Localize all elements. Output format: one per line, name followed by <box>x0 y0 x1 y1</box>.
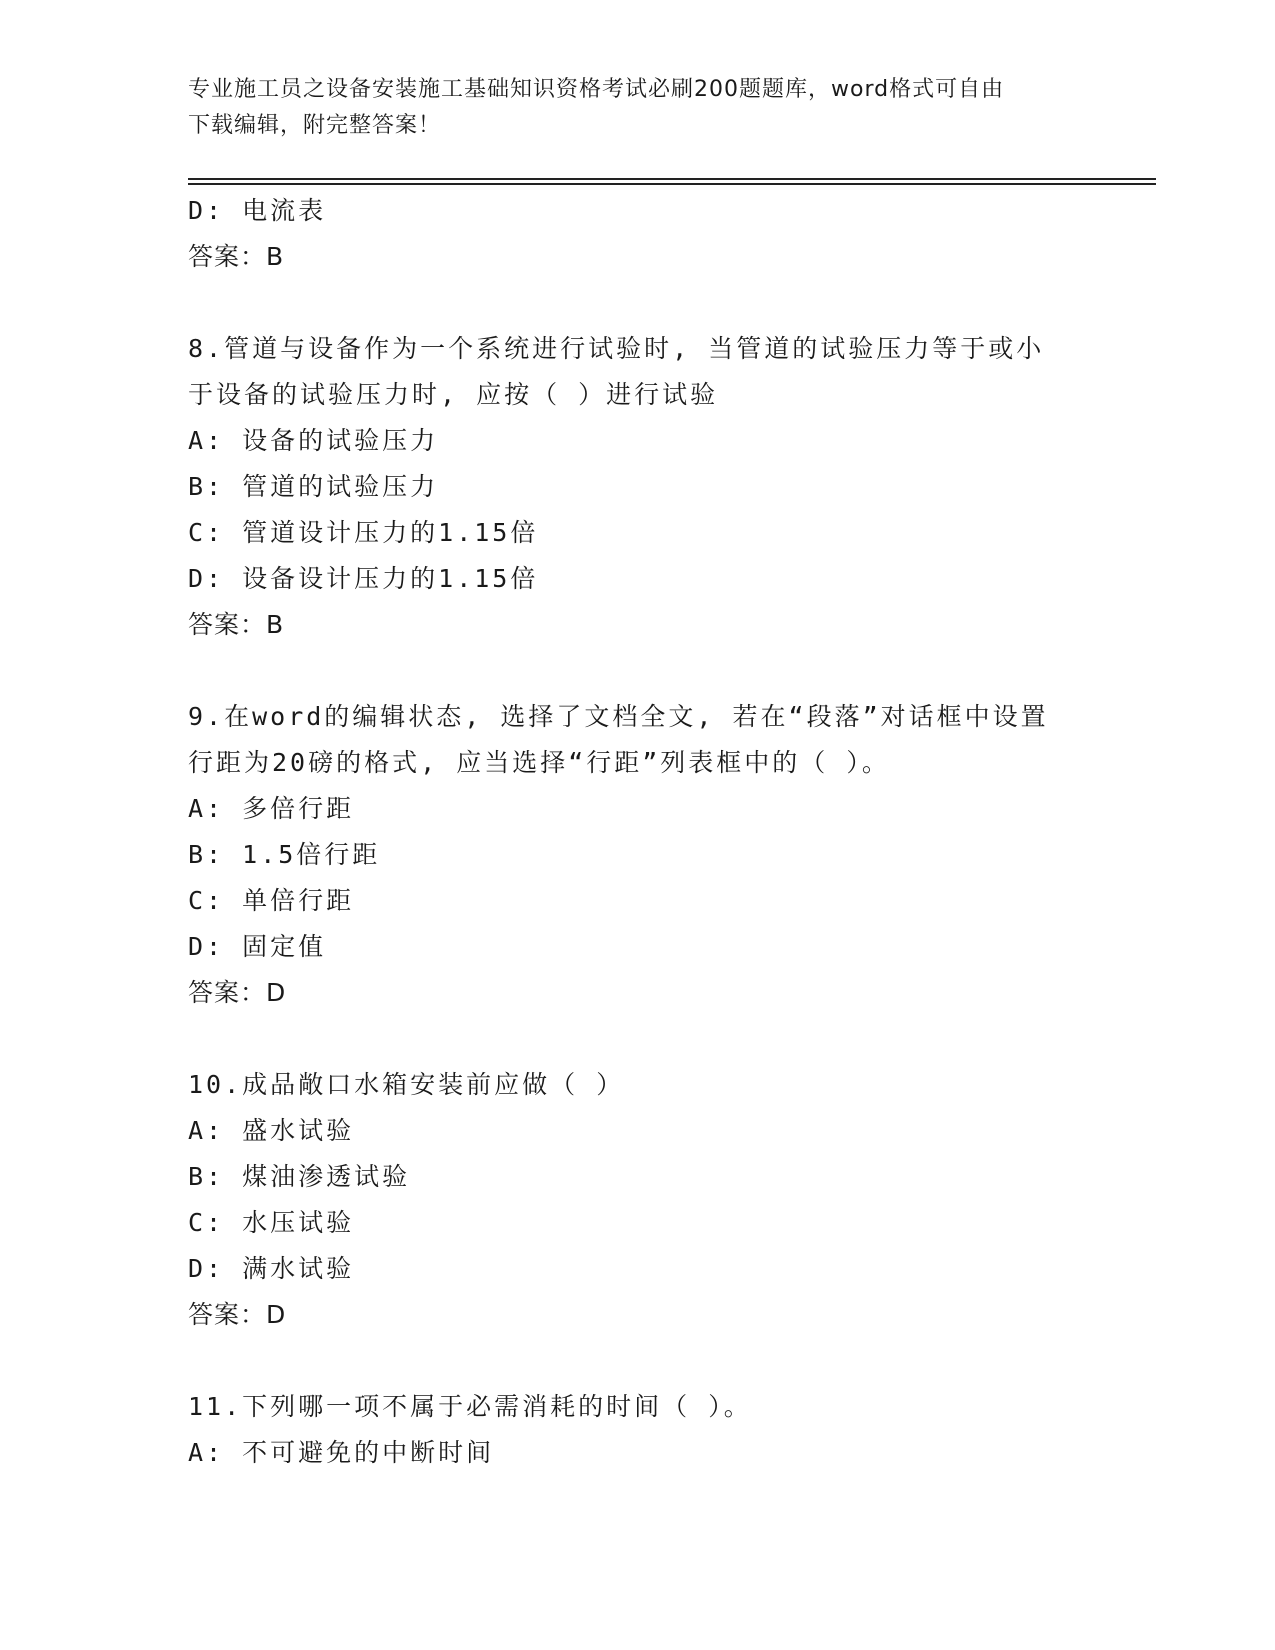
question-10 <box>188 1062 1156 1338</box>
spacer <box>188 1338 1156 1384</box>
option-b: B: 管道的试验压力 <box>188 472 439 501</box>
question-stem: 行距为20磅的格式, 应当选择“行距”列表框中的（ ）。 <box>188 748 890 777</box>
question-8 <box>188 326 1156 648</box>
spacer <box>188 280 1156 326</box>
spacer <box>188 648 1156 694</box>
question-stem: 8.管道与设备作为一个系统进行试验时, 当管道的试验压力等于或小 <box>188 334 1045 363</box>
option-a: A: 多倍行距 <box>188 794 355 823</box>
question-11 <box>188 1384 1156 1476</box>
option-a: A: 不可避免的中断时间 <box>188 1438 495 1467</box>
question-stem: 于设备的试验压力时, 应按（ ）进行试验 <box>188 380 719 409</box>
answer-line: 答案：D <box>188 978 287 1007</box>
option-a: A: 设备的试验压力 <box>188 426 439 455</box>
option-b: B: 1.5倍行距 <box>188 840 381 869</box>
answer-line: 答案：B <box>188 242 285 271</box>
option-d: D: 固定值 <box>188 932 327 961</box>
question-9 <box>188 694 1156 1016</box>
answer-line: 答案：B <box>188 610 285 639</box>
question-stem: 10.成品敞口水箱安装前应做（ ） <box>188 1070 625 1099</box>
spacer <box>188 1016 1156 1062</box>
header-line-2: 下载编辑，附完整答案！ <box>188 113 442 138</box>
option-d: D: 满水试验 <box>188 1254 355 1283</box>
option-b: B: 煤油渗透试验 <box>188 1162 411 1191</box>
document-body <box>188 188 1156 1476</box>
header-rule-bottom <box>188 183 1156 185</box>
answer-line: 答案：D <box>188 1300 287 1329</box>
option-d: D: 电流表 <box>188 196 327 225</box>
question-7 <box>188 188 1156 280</box>
option-c: C: 单倍行距 <box>188 886 355 915</box>
question-stem: 9.在word的编辑状态, 选择了文档全文, 若在“段落”对话框中设置 <box>188 702 1049 731</box>
option-c: C: 管道设计压力的1.15倍 <box>188 518 539 547</box>
header-rule-top <box>188 178 1156 180</box>
question-stem: 11.下列哪一项不属于必需消耗的时间（ ）。 <box>188 1392 752 1421</box>
header-line-1: 专业施工员之设备安装施工基础知识资格考试必刷200题题库，word格式可自由 <box>188 77 1005 102</box>
document-header <box>188 72 1088 144</box>
option-c: C: 水压试验 <box>188 1208 355 1237</box>
option-a: A: 盛水试验 <box>188 1116 355 1145</box>
option-d: D: 设备设计压力的1.15倍 <box>188 564 539 593</box>
